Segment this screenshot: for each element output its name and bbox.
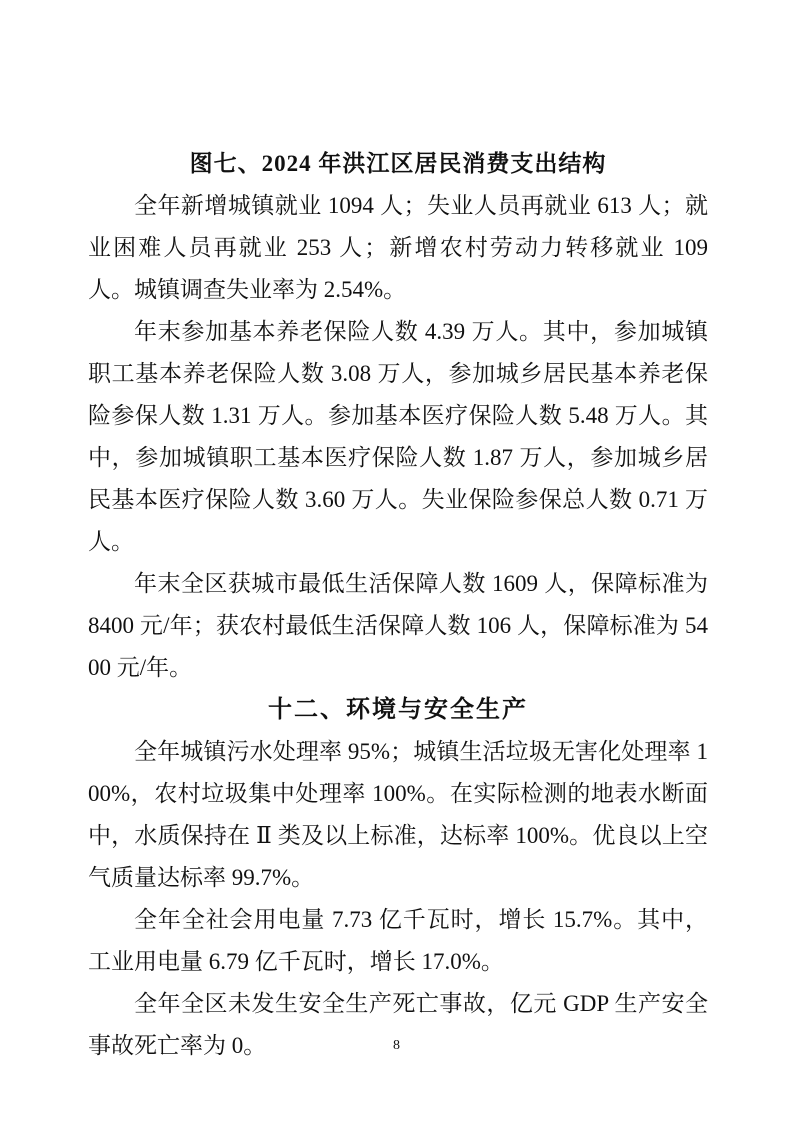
paragraph-minimum-living-allowance: 年末全区获城市最低生活保障人数 1609 人，保障标准为 8400 元/年；获农村最低生活保障人数 106 人，保障标准为 5400 元/年。 [88, 571, 708, 680]
paragraph-environment-quality: 全年城镇污水处理率 95%；城镇生活垃圾无害化处理率 100%，农村垃圾集中处理率 100%。在实际检测的地表水断面中，水质保持在 Ⅱ 类及以上标准，达标率 100%。优良以上空气质量达标率 99.7%。 [88, 739, 708, 890]
page-content [88, 143, 708, 1067]
figure-caption-title: 图七、2024 年洪江区居民消费支出结构 [189, 151, 607, 176]
paragraph-social-insurance-stats: 年末参加基本养老保险人数 4.39 万人。其中，参加城镇职工基本养老保险人数 3.08 万人，参加城乡居民基本养老保险参保人数 1.31 万人。参加基本医疗保险人数 5.48 万人。其中，参加城镇职工基本医疗保险人数 1.87 万人，参加城乡居民基本医疗保险人数 3.60 万人。失业保险参保总人数 0.71 万人。 [88, 319, 708, 554]
paragraph-electricity-consumption: 全年全社会用电量 7.73 亿千瓦时，增长 15.7%。其中，工业用电量 6.79 亿千瓦时，增长 17.0%。 [88, 907, 708, 974]
section-heading-environment-safety: 十二、环境与安全生产 [268, 696, 528, 723]
paragraph-safety-accidents: 全年全区未发生安全生产死亡事故，亿元 GDP 生产安全事故死亡率为 0。 [88, 991, 708, 1058]
paragraph-employment-stats: 全年新增城镇就业 1094 人；失业人员再就业 613 人；就业困难人员再就业 253 人；新增农村劳动力转移就业 109 人。城镇调查失业率为 2.54%。 [88, 193, 708, 302]
page-number: 8 [393, 1038, 400, 1053]
